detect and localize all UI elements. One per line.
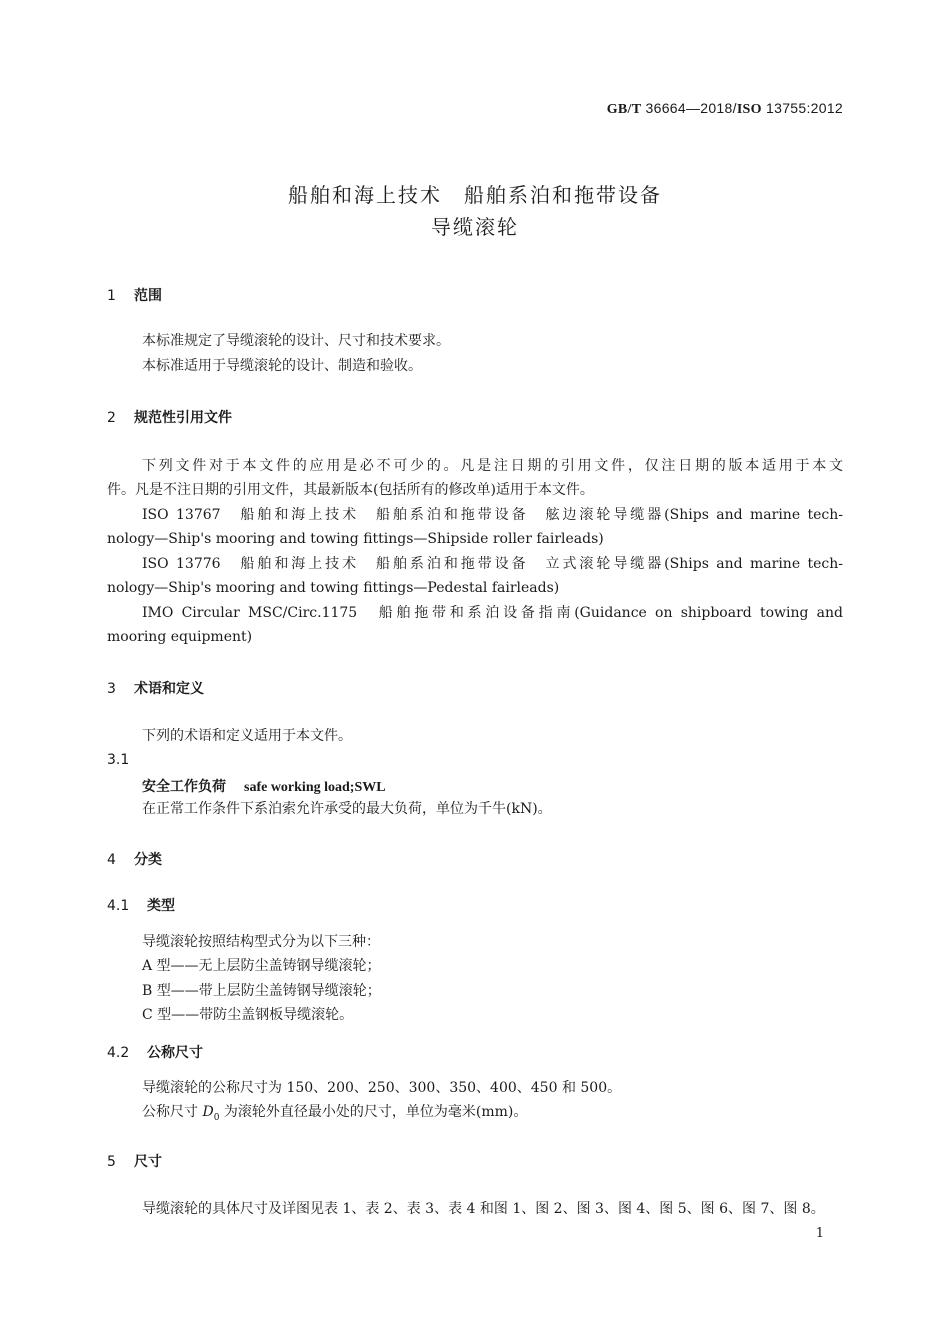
subscript: 0	[213, 1112, 220, 1123]
code-main: 36664—2018/	[641, 100, 737, 116]
section-title: 范围	[134, 288, 162, 304]
reference-item: ISO 13767 船舶和海上技术 船舶系泊和拖带设备 舷边滚轮导缆器(Ships and marine tech-	[142, 507, 843, 523]
reference-item-cont: nology—Ship's mooring and towing fittings—Shipside roller fairleads)	[107, 531, 604, 547]
paragraph: 件。凡是不注日期的引用文件，其最新版本(包括所有的修改单)适用于本文件。	[107, 482, 594, 498]
section-2-heading	[107, 407, 232, 427]
term-chinese: 安全工作负荷	[142, 779, 226, 795]
document-title-line1: 船舶和海上技术 船舶系泊和拖带设备	[288, 183, 662, 207]
section-title: 尺寸	[134, 1154, 162, 1170]
section-number: 3	[107, 681, 116, 697]
section-title: 分类	[134, 852, 162, 868]
code-iso: ISO	[736, 102, 762, 117]
paragraph: 本标准规定了导缆滚轮的设计、尺寸和技术要求。	[142, 333, 450, 349]
subsection-4-2-heading	[107, 1042, 203, 1062]
paragraph: 下列文件对于本文件的应用是必不可少的。凡是注日期的引用文件，仅注日期的版本适用于本文	[142, 458, 843, 474]
page-number: 1	[815, 1226, 824, 1241]
section-1-heading	[107, 285, 162, 305]
term-entry	[142, 776, 386, 796]
section-4-heading	[107, 849, 162, 869]
section-3-heading	[107, 678, 204, 698]
code-suffix: 13755:2012	[761, 100, 843, 116]
list-intro: 导缆滚轮按照结构型式分为以下三种：	[142, 934, 380, 950]
text: 公称尺寸	[142, 1104, 203, 1120]
standard-code	[607, 100, 843, 118]
subsection-number: 4.2	[107, 1045, 130, 1061]
paragraph: 导缆滚轮的具体尺寸及详图见表 1、表 2、表 3、表 4 和图 1、图 2、图 3、图 4、图 5、图 6、图 7、图 8。	[142, 1201, 825, 1217]
subsection-title: 公称尺寸	[147, 1045, 203, 1061]
subsection-number: 4.1	[107, 898, 130, 914]
reference-item: ISO 13776 船舶和海上技术 船舶系泊和拖带设备 立式滚轮导缆器(Ships and marine tech-	[142, 556, 843, 572]
variable-d: D	[202, 1104, 214, 1120]
subsection-4-1-heading	[107, 895, 175, 915]
reference-item-cont: nology—Ship's mooring and towing fittings—Pedestal fairleads)	[107, 580, 560, 596]
term-number: 3.1	[107, 752, 130, 768]
section-title: 规范性引用文件	[134, 410, 232, 426]
term-english: safe working load;SWL	[244, 780, 386, 795]
paragraph	[142, 1100, 527, 1130]
list-item: C 型——带防尘盖钢板导缆滚轮。	[142, 1007, 354, 1023]
section-number: 5	[107, 1154, 116, 1170]
list-item: A 型——无上层防尘盖铸钢导缆滚轮；	[142, 958, 381, 974]
code-prefix: GB/T	[606, 102, 642, 117]
reference-item: IMO Circular MSC/Circ.1175 船舶拖带和系泊设备指南(Guidance on shipboard towing and	[142, 605, 843, 621]
reference-item-cont: mooring equipment)	[107, 629, 253, 645]
section-number: 4	[107, 852, 116, 868]
document-title-line2: 导缆滚轮	[431, 215, 519, 239]
section-number: 1	[107, 288, 116, 304]
paragraph: 下列的术语和定义适用于本文件。	[142, 728, 352, 744]
section-5-heading	[107, 1151, 162, 1171]
subsection-title: 类型	[147, 898, 175, 914]
text: 为滚轮外直径最小处的尺寸，单位为毫米(mm)。	[219, 1104, 528, 1120]
section-number: 2	[107, 410, 116, 426]
term-definition: 在正常工作条件下系泊索允许承受的最大负荷，单位为千牛(kN)。	[142, 801, 552, 817]
paragraph: 导缆滚轮的公称尺寸为 150、200、250、300、350、400、450 和 500。	[142, 1080, 622, 1096]
list-item: B 型——带上层防尘盖铸钢导缆滚轮；	[142, 983, 381, 999]
section-title: 术语和定义	[134, 681, 204, 697]
paragraph: 本标准适用于导缆滚轮的设计、制造和验收。	[142, 358, 422, 374]
